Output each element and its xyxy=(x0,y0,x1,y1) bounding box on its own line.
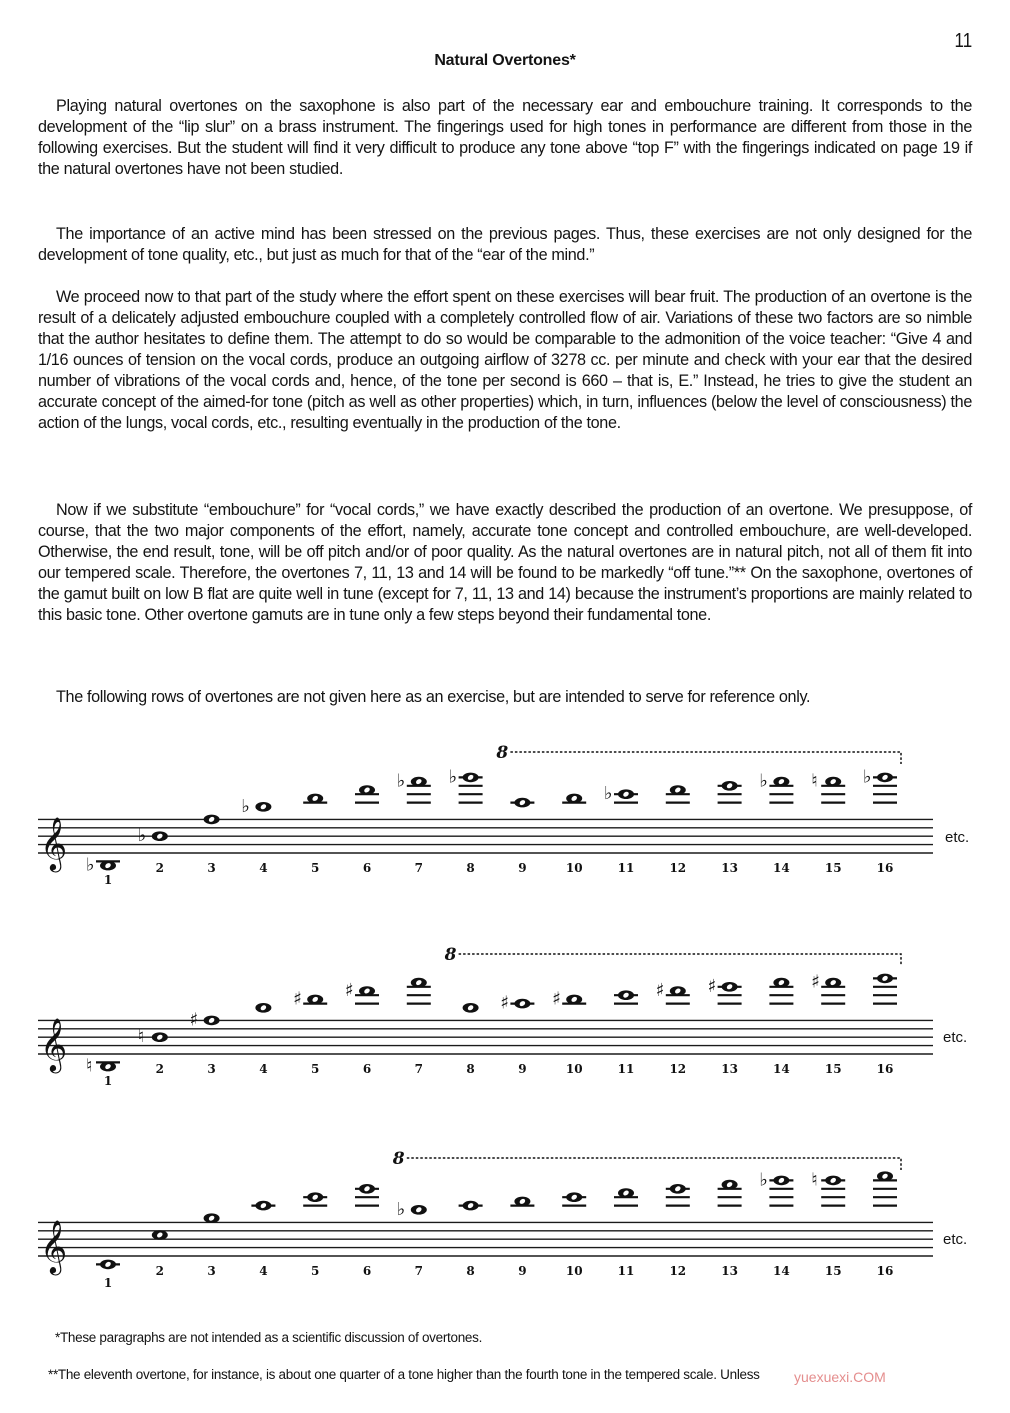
sharp-icon: ♯ xyxy=(345,980,354,1001)
overtone-staff-b-flat xyxy=(0,730,1010,910)
natural-icon: ♮ xyxy=(811,1169,818,1191)
overtone-number: 14 xyxy=(773,1264,790,1278)
overtone-number: 6 xyxy=(362,1264,372,1278)
overtone-number: 13 xyxy=(721,1062,738,1076)
overtone-number: 5 xyxy=(311,861,320,875)
overtone-number: 14 xyxy=(773,1062,790,1076)
note-overtone-16 xyxy=(873,1171,897,1278)
note-overtone-11 xyxy=(614,990,638,1076)
note-overtone-3 xyxy=(190,1009,220,1076)
flat-icon: ♭ xyxy=(241,795,250,817)
sharp-icon: ♯ xyxy=(552,988,561,1010)
sharp-icon: ♯ xyxy=(500,992,510,1014)
footnote-2: **The eleventh overtone, for instance, is about one quarter of a tone higher than the fourth tone in the tempered scale. Unless xyxy=(48,1367,760,1382)
overtone-number: 9 xyxy=(518,861,527,875)
overtone-number: 4 xyxy=(259,1062,268,1076)
etc-label: etc. xyxy=(943,1029,968,1046)
overtone-number: 1 xyxy=(103,1074,113,1088)
flat-icon: ♭ xyxy=(863,766,872,788)
flat-icon: ♭ xyxy=(396,770,406,792)
note-overtone-7 xyxy=(397,1199,427,1278)
overtone-number: 11 xyxy=(617,861,635,875)
note-overtone-6 xyxy=(345,980,379,1076)
natural-icon: ♮ xyxy=(811,770,818,792)
ottava-mark: 8 xyxy=(496,743,509,763)
treble-clef-icon: 𝄞 xyxy=(40,1219,68,1273)
overtone-number: 7 xyxy=(414,1264,423,1278)
sharp-icon: ♯ xyxy=(811,971,820,993)
overtone-number: 2 xyxy=(155,861,164,875)
paragraph-production: We proceed now to that part of the study where the effort spent on these exercises will bear fruit. The production of an overtone is the result of a delicately adjusted embouchure coupled with a completely controlled flow of air. Variations of these two factors are so nimble that the author hesitates to define them. The attempt to do so would be comparable to the admonition of the voice teacher: “Give 4 and 1/16 ounces of tension on the vocal cords, produce an outgoing airflow of 3278 cc. per minute and check with your ear that the desired number of vibrations of the vocal cords and, hence, of the tone per second is 660 – that is, E.” Instead, he tries to give the student an accurate concept of the aimed-for tone (pitch as well as other properties) which, in turn, influences (below the level of consciousness) the action of the lungs, vocal cords, etc., resulting eventually in the production of the tone. xyxy=(38,288,972,432)
note-overtone-5 xyxy=(293,988,327,1076)
note-overtone-10 xyxy=(562,1192,586,1278)
note-overtone-12 xyxy=(666,785,690,875)
overtone-number: 6 xyxy=(362,861,372,875)
overtone-number: 11 xyxy=(617,1264,635,1278)
note-overtone-2 xyxy=(138,1026,168,1076)
overtone-number: 7 xyxy=(414,1062,423,1076)
note-overtone-15 xyxy=(811,771,845,875)
overtone-number: 5 xyxy=(311,1264,320,1278)
note-overtone-13 xyxy=(708,976,742,1076)
natural-icon: ♮ xyxy=(86,1055,93,1077)
note-overtone-15 xyxy=(811,1169,845,1278)
note-overtone-16 xyxy=(873,974,897,1076)
note-overtone-2 xyxy=(152,1230,168,1278)
overtone-number: 4 xyxy=(259,1264,268,1278)
paragraph-reference: The following rows of overtones are not given here as an exercise, but are intended to serve for reference only. xyxy=(56,688,811,706)
note-overtone-4 xyxy=(255,1003,271,1076)
note-overtone-8 xyxy=(449,766,483,875)
note-overtone-13 xyxy=(718,1180,742,1278)
note-overtone-2 xyxy=(138,825,168,875)
note-overtone-11 xyxy=(614,1188,638,1278)
overtone-number: 8 xyxy=(466,861,475,875)
watermark: yuexuexi.COM xyxy=(794,1369,886,1385)
ottava-bracket xyxy=(459,954,901,966)
overtone-number: 3 xyxy=(207,1062,216,1076)
note-overtone-7 xyxy=(407,978,431,1076)
flat-icon: ♭ xyxy=(759,1169,768,1191)
ottava-mark: 8 xyxy=(444,945,457,965)
overtone-number: 4 xyxy=(259,861,268,875)
note-overtone-14 xyxy=(759,771,793,875)
overtone-number: 1 xyxy=(103,1276,113,1290)
note-overtone-15 xyxy=(811,972,845,1076)
overtone-number: 15 xyxy=(824,1264,842,1278)
note-overtone-1 xyxy=(86,1056,120,1088)
overtone-number: 15 xyxy=(824,861,842,875)
flat-icon: ♭ xyxy=(759,770,768,792)
footnote-1: *These paragraphs are not intended as a scientific discussion of overtones. xyxy=(55,1330,483,1345)
overtone-number: 3 xyxy=(207,1264,216,1278)
note-overtone-9 xyxy=(500,993,534,1076)
overtone-number: 10 xyxy=(565,1264,583,1278)
flat-icon: ♭ xyxy=(604,783,613,805)
note-overtone-5 xyxy=(303,1192,327,1278)
etc-label: etc. xyxy=(943,1231,968,1248)
note-overtone-9 xyxy=(510,1197,534,1278)
overtone-number: 15 xyxy=(824,1062,842,1076)
overtone-number: 9 xyxy=(518,1062,527,1076)
overtone-number: 16 xyxy=(876,861,894,875)
sharp-icon: ♯ xyxy=(189,1009,199,1031)
overtone-number: 7 xyxy=(414,861,423,875)
note-overtone-10 xyxy=(562,794,586,875)
note-overtone-14 xyxy=(759,1169,793,1278)
overtone-number: 10 xyxy=(565,861,583,875)
note-overtone-10 xyxy=(552,988,586,1076)
note-overtone-8 xyxy=(463,1003,479,1076)
note-overtone-16 xyxy=(863,766,897,875)
paragraph-embouchure: Now if we substitute “embouchure” for “vocal cords,” we have exactly described the production of an overtone. We presuppose, of course, that the two major components of the effort, namely, accurate tone concept and controlled embouchure, are well-developed. Otherwise, the end result, tone, will be off pitch and/or of poor quality. As the natural overtones are in natural pitch, not all of them fit into our tempered scale. Therefore, the overtones 7, 11, 13 and 14 will be found to be markedly “off tune.”** On the saxophone, overtones of the gamut built on low B flat are quite well in tune (except for 7, 11, 13 and 14) because the instrument’s proportions are mainly related to this basic tone. Other overtone gamuts are in tune only a few steps beyond their fundamental tone. xyxy=(38,501,972,624)
overtone-number: 9 xyxy=(518,1264,527,1278)
note-overtone-6 xyxy=(355,785,379,875)
flat-icon: ♭ xyxy=(137,825,147,847)
note-overtone-11 xyxy=(604,783,638,875)
flat-icon: ♭ xyxy=(448,766,458,788)
overtone-number: 8 xyxy=(466,1062,475,1076)
overtone-number: 13 xyxy=(721,1264,738,1278)
page-title: Natural Overtones* xyxy=(434,52,576,69)
overtone-number: 2 xyxy=(155,1264,164,1278)
overtone-number: 10 xyxy=(565,1062,583,1076)
overtone-number: 12 xyxy=(669,861,687,875)
ottava-mark: 8 xyxy=(392,1149,405,1169)
note-overtone-14 xyxy=(769,978,793,1076)
overtone-number: 6 xyxy=(362,1062,372,1076)
paragraph-intro: Playing natural overtones on the saxophone is also part of the necessary ear and embouchure training. It corresponds to the development of the “lip slur” on a brass instrument. The fingerings used for high tones in performance are different from those in the following exercises. But the student will find it very difficult to produce any tone above “top F” with the fingerings indicated on page 19 if the natural overtones have not been studied. xyxy=(38,97,972,178)
overtone-staff-c xyxy=(0,1132,1010,1312)
overtone-number: 3 xyxy=(207,861,216,875)
note-overtone-1 xyxy=(86,855,120,887)
overtone-number: 14 xyxy=(773,861,790,875)
flat-icon: ♭ xyxy=(396,1198,406,1220)
overtone-number: 16 xyxy=(876,1264,894,1278)
treble-clef-icon: 𝄞 xyxy=(40,1017,68,1071)
overtone-number: 16 xyxy=(876,1062,894,1076)
etc-label: etc. xyxy=(945,829,970,846)
sharp-icon: ♯ xyxy=(655,980,665,1001)
ottava-bracket xyxy=(407,1158,901,1170)
treble-clef-icon: 𝄞 xyxy=(40,816,68,870)
overtone-number: 8 xyxy=(466,1264,475,1278)
note-overtone-5 xyxy=(303,794,327,875)
ottava-bracket xyxy=(510,752,901,764)
flat-icon: ♭ xyxy=(86,854,95,876)
overtone-number: 13 xyxy=(721,861,738,875)
note-overtone-7 xyxy=(397,771,431,875)
overtone-number: 12 xyxy=(669,1264,687,1278)
sharp-icon: ♯ xyxy=(293,988,302,1010)
overtone-number: 1 xyxy=(103,873,113,887)
note-overtone-4 xyxy=(241,796,271,875)
note-overtone-12 xyxy=(656,980,690,1076)
note-overtone-1 xyxy=(96,1260,120,1290)
overtone-number: 2 xyxy=(155,1062,164,1076)
overtone-number: 5 xyxy=(311,1062,320,1076)
overtone-staff-b xyxy=(0,930,1010,1110)
natural-icon: ♮ xyxy=(137,1026,145,1048)
sharp-icon: ♯ xyxy=(707,975,717,997)
page-number: 11 xyxy=(954,30,973,52)
overtone-number: 11 xyxy=(617,1062,635,1076)
paragraph-active-mind: The importance of an active mind has been stressed on the previous pages. Thus, these exercises are not only designed for the development of tone quality, etc., but just as much for that of the “ear of the mind.” xyxy=(38,225,972,264)
overtone-number: 12 xyxy=(669,1062,687,1076)
